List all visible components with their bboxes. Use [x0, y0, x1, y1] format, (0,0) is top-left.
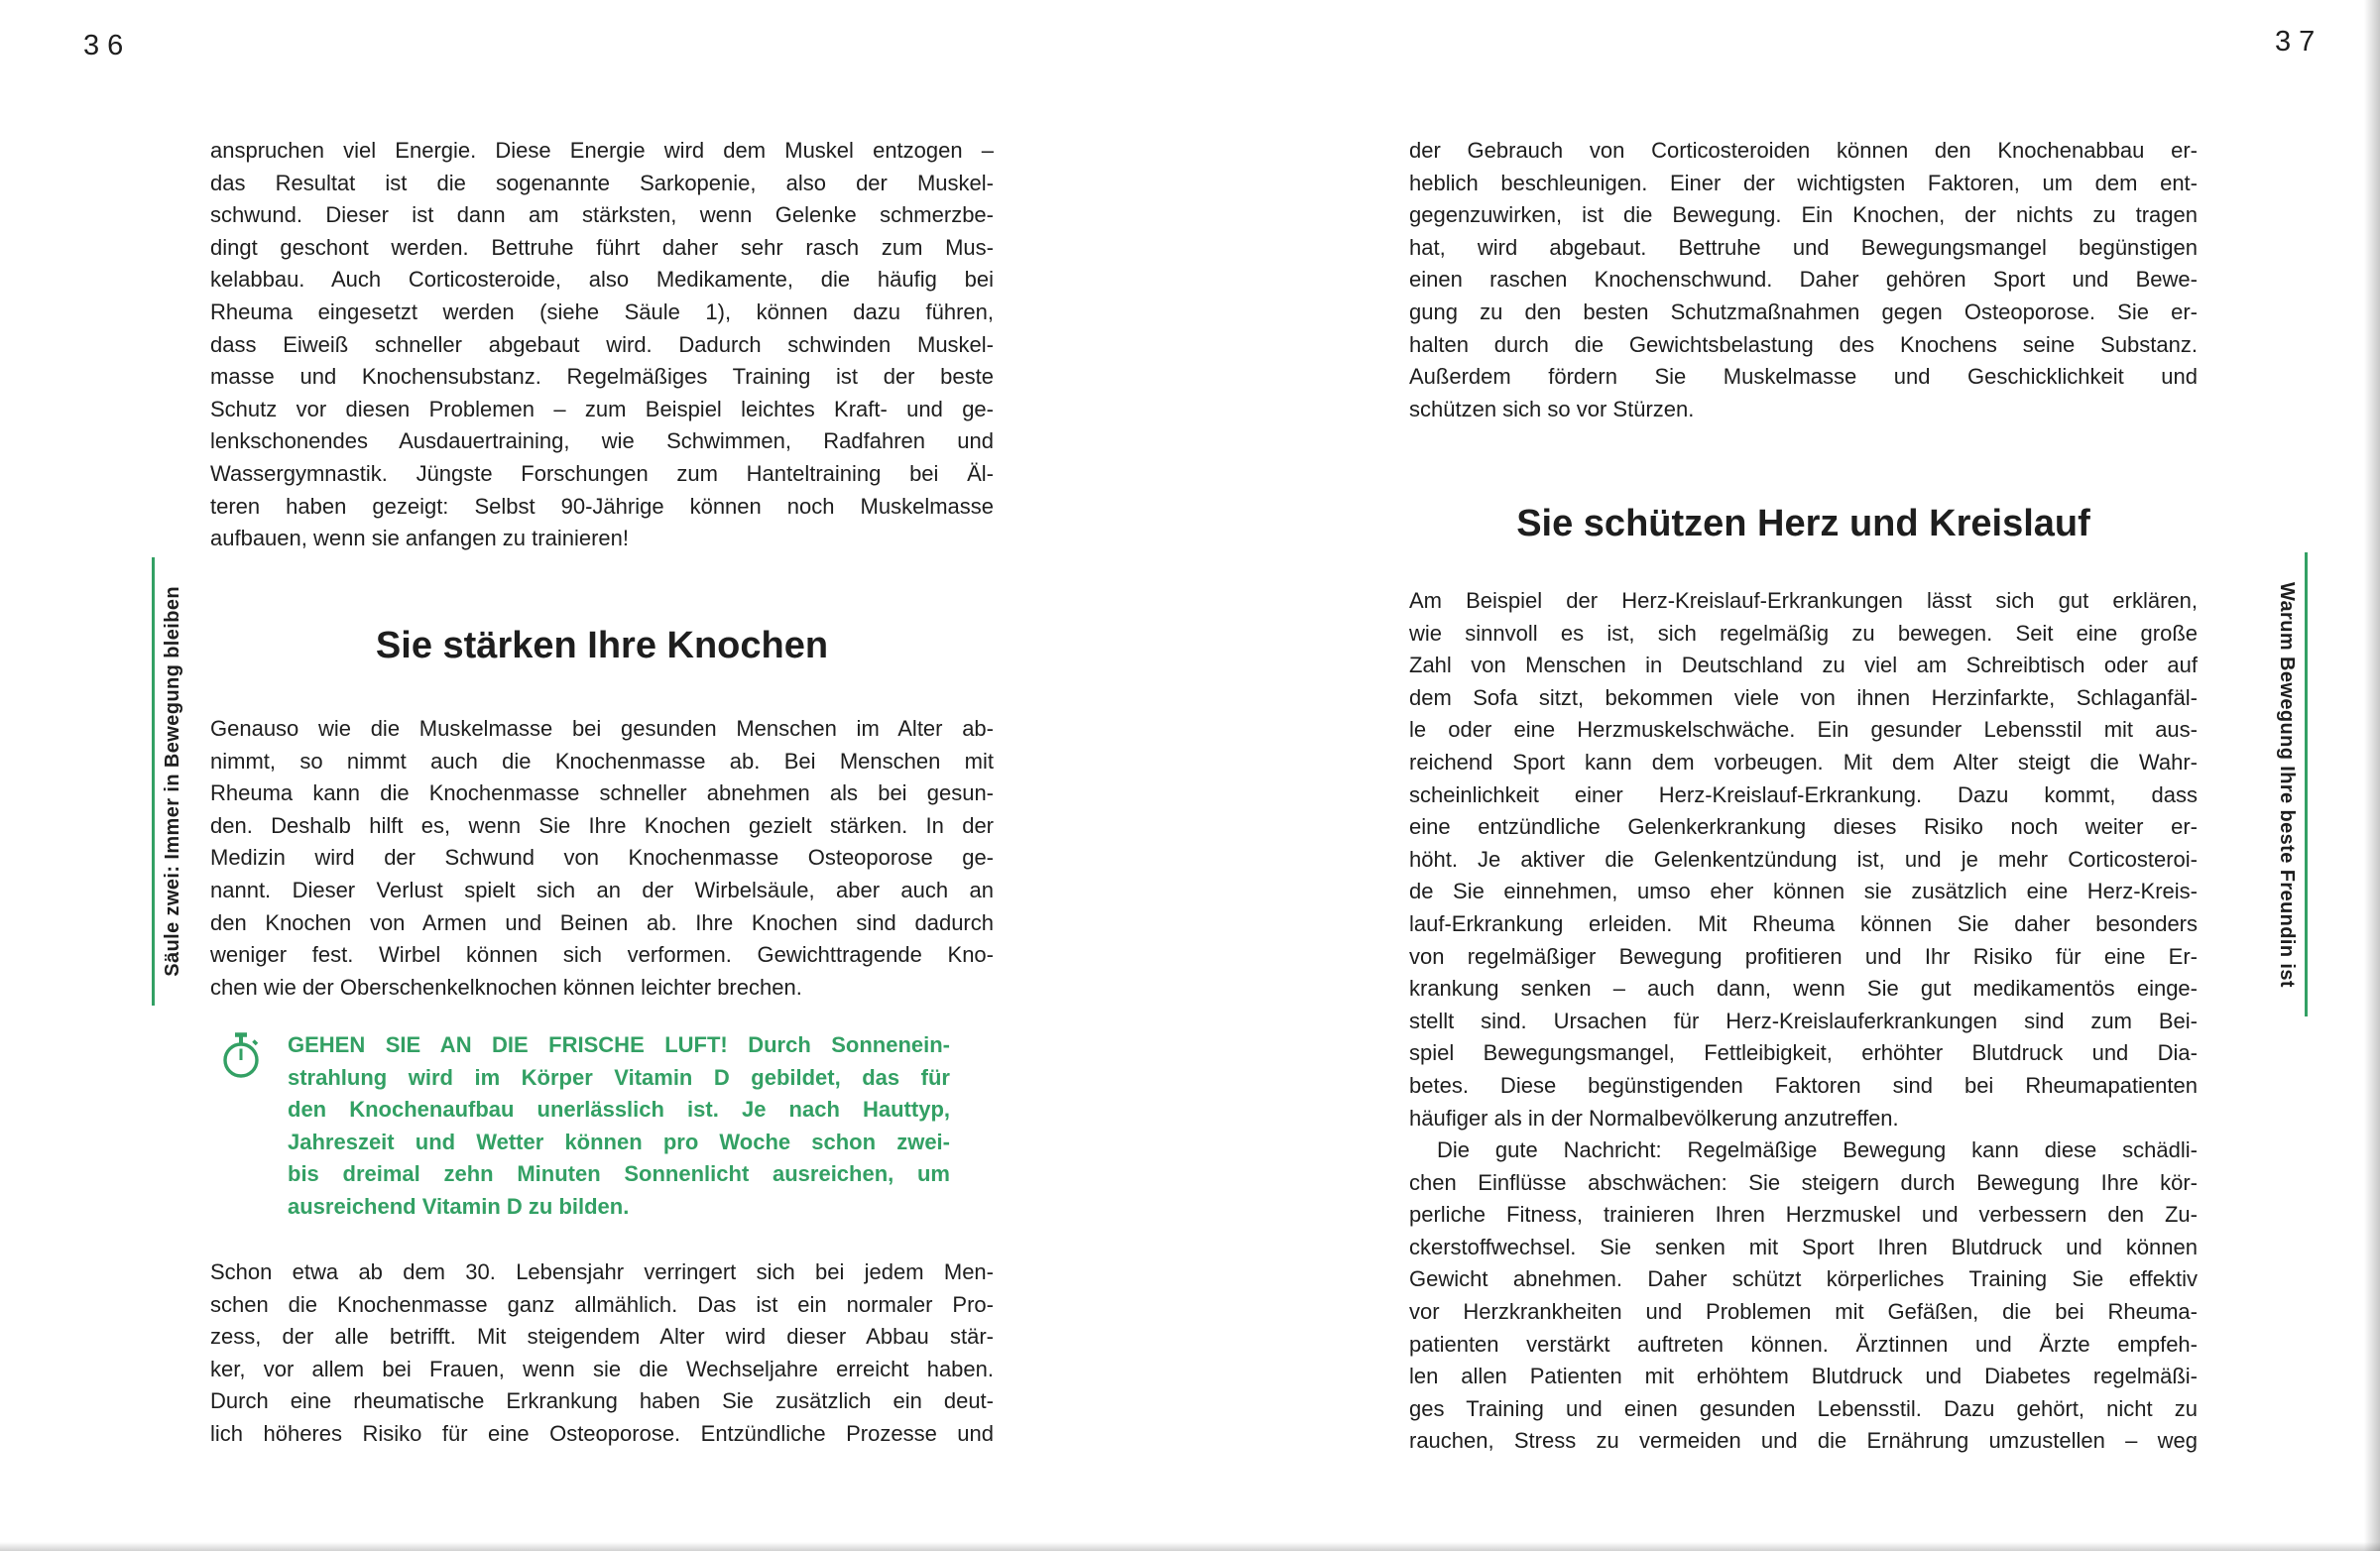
text-line: schen die Knochenmasse ganz allmählich. Das ist ein normaler Pro- [210, 1291, 994, 1317]
text-line: zess, der alle betrifft. Mit steigendem Alter wird dieser Abbau stär- [210, 1324, 994, 1350]
text-line: gung zu den besten Schutzmaßnahmen gegen Osteoporose. Sie er- [1409, 298, 2198, 324]
text-line: ker, vor allem bei Frauen, wenn sie die Wechseljahre erreicht haben. [210, 1356, 994, 1381]
body-paragraph [1409, 585, 2198, 1134]
text-line: den Knochenaufbau unerlässlich ist. Je nach Hauttyp, [288, 1097, 950, 1123]
text-line: schwund. Dieser ist dann am stärksten, wenn Gelenke schmerzbe- [210, 202, 994, 228]
text-line: wie sinnvoll es ist, sich regelmäßig zu bewegen. Seit eine große [1409, 620, 2198, 646]
text-line: teren haben gezeigt: Selbst 90-Jährige können noch Muskelmasse [210, 493, 994, 519]
section-heading: Sie stärken Ihre Knochen [375, 625, 829, 666]
text-line: bis dreimal zehn Minuten Sonnenlicht ausreichen, um [288, 1161, 950, 1187]
text-line: häufiger als in der Normalbevölkerung anzutreffen. [1409, 1105, 1899, 1131]
text-line: aufbauen, wenn sie anfangen zu trainieren! [210, 526, 629, 551]
text-line: de Sie einnehmen, umso eher können sie zusätzlich eine Herz-Kreis- [1409, 879, 2198, 904]
text-line: dingt geschont werden. Bettruhe führt daher sehr rasch zum Mus- [210, 234, 994, 260]
text-line: halten durch die Gewichtsbelastung des Knochens seine Substanz. [1409, 331, 2198, 357]
text-line: Zahl von Menschen in Deutschland zu viel am Schreibtisch oder auf [1409, 653, 2198, 678]
text-line: ckerstoffwechsel. Sie senken mit Sport Ihren Blutdruck und können [1409, 1234, 2198, 1259]
text-line: rauchen, Stress zu vermeiden und die Ernährung umzustellen – weg [1409, 1428, 2198, 1454]
chapter-rule-right [2305, 552, 2308, 1016]
text-line: das Resultat ist die sogenannte Sarkopenie, also der Muskel- [210, 170, 994, 195]
text-line: le oder eine Herzmuskelschwäche. Ein gesunder Lebensstil mit aus- [1409, 717, 2198, 743]
page-number-left: 36 [83, 30, 132, 61]
text-line: Außerdem fördern Sie Muskelmasse und Geschicklichkeit und [1409, 364, 2198, 390]
body-paragraph [1409, 1134, 2198, 1458]
text-line: eine entzündliche Gelenkerkrankung dieses Risiko noch weiter er- [1409, 814, 2198, 840]
text-line: dem Sofa sitzt, bekommen viele von ihnen Herzinfarkte, Schlaganfäl- [1409, 684, 2198, 710]
text-line: gegenzuwirken, ist die Bewegung. Ein Knochen, der nichts zu tragen [1409, 202, 2198, 228]
text-line: Die gute Nachricht: Regelmäßige Bewegung kann diese schädli- [1437, 1137, 2198, 1162]
text-line: patienten verstärkt auftreten können. Ärztinnen und Ärzte empfeh- [1409, 1331, 2198, 1357]
text-line: Rheuma eingesetzt werden (siehe Säule 1), können dazu führen, [210, 298, 994, 324]
page-number-right: 37 [2275, 26, 2323, 58]
text-line: Am Beispiel der Herz-Kreislauf-Erkrankungen lässt sich gut erklären, [1409, 588, 2198, 613]
text-line: lich höheres Risiko für eine Osteoporose. Entzündliche Prozesse und [210, 1420, 994, 1446]
text-line: dass Eiweiß schneller abgebaut wird. Dadurch schwinden Muskel- [210, 331, 994, 357]
text-line: Gewicht abnehmen. Daher schützt körperliches Training Sie effektiv [1409, 1266, 2198, 1292]
text-line: weniger fest. Wirbel können sich verformen. Gewichttragende Kno- [210, 942, 994, 968]
text-line: Durch eine rheumatische Erkrankung haben Sie zusätzlich ein deut- [210, 1388, 994, 1414]
text-line: vor Herzkrankheiten und Problemen mit Gefäßen, die bei Rheuma- [1409, 1298, 2198, 1324]
text-line: masse und Knochensubstanz. Regelmäßiges Training ist der beste [210, 364, 994, 390]
text-line: ausreichend Vitamin D zu bilden. [288, 1193, 630, 1219]
text-line: von regelmäßiger Bewegung profitieren und Ihr Risiko für eine Er- [1409, 943, 2198, 969]
text-line: betes. Diese begünstigenden Faktoren sind bei Rheumapatienten [1409, 1072, 2198, 1098]
chapter-tab-right [2275, 552, 2308, 1016]
chapter-label-right: Warum Bewegung Ihre beste Freundin ist [2276, 581, 2298, 988]
text-line: nannt. Dieser Verlust spielt sich an der Wirbelsäule, aber auch an [210, 877, 994, 902]
text-line: nimmt, so nimmt auch die Knochenmasse ab. Bei Menschen mit [210, 748, 994, 774]
text-line: spiel Bewegungsmangel, Fettleibigkeit, erhöhter Blutdruck und Dia- [1409, 1040, 2198, 1066]
text-line: GEHEN SIE AN DIE FRISCHE LUFT! Durch Sonnenein- [288, 1032, 950, 1057]
text-line: chen Einflüsse abschwächen: Sie steigern durch Bewegung Ihre kör- [1409, 1169, 2198, 1195]
text-line: der Gebrauch von Corticosteroiden können den Knochenabbau er- [1409, 138, 2198, 163]
text-line: ges Training und einen gesunden Lebensstil. Dazu gehört, nicht zu [1409, 1395, 2198, 1421]
text-line: heblich beschleunigen. Einer der wichtigsten Faktoren, um dem ent- [1409, 170, 2198, 195]
text-line: Genauso wie die Muskelmasse bei gesunden Menschen im Alter ab- [210, 716, 994, 741]
text-line: len allen Patienten mit erhöhtem Blutdruck und Diabetes regelmäßi- [1409, 1364, 2198, 1389]
text-line: krankung senken – auch dann, wenn Sie gut medikamentös einge- [1409, 976, 2198, 1002]
text-line: strahlung wird im Körper Vitamin D gebildet, das für [288, 1064, 950, 1090]
text-line: scheinlichkeit einer Herz-Kreislauf-Erkrankung. Dazu kommt, dass [1409, 781, 2198, 807]
text-line: Medizin wird der Schwund von Knochenmasse Osteoporose ge- [210, 845, 994, 871]
text-line: hat, wird abgebaut. Bettruhe und Bewegungsmangel begünstigen [1409, 234, 2198, 260]
text-line: perliche Fitness, trainieren Ihren Herzmuskel und verbessern den Zu- [1409, 1202, 2198, 1228]
text-line: den Knochen von Armen und Beinen ab. Ihre Knochen sind dadurch [210, 909, 994, 935]
text-line: reichend Sport kann dem vorbeugen. Mit dem Alter steigt die Wahr- [1409, 749, 2198, 775]
text-line: chen wie der Oberschenkelknochen können leichter brechen. [210, 974, 802, 1000]
text-line: anspruchen viel Energie. Diese Energie wird dem Muskel entzogen – [210, 138, 994, 163]
text-line: einen raschen Knochenschwund. Daher gehören Sport und Bewe- [1409, 267, 2198, 293]
section-heading: Sie schützen Herz und Kreislauf [1516, 503, 2090, 544]
body-paragraph [1409, 135, 2198, 425]
text-line: Jahreszeit und Wetter können pro Woche schon zwei- [288, 1129, 950, 1154]
text-line: Schon etwa ab dem 30. Lebensjahr verringert sich bei jedem Men- [210, 1259, 994, 1284]
text-line: den. Deshalb hilft es, wenn Sie Ihre Knochen gezielt stärken. In der [210, 812, 994, 838]
text-line: kelabbau. Auch Corticosteroide, also Medikamente, die häufig bei [210, 267, 994, 293]
text-line: lauf-Erkrankung erleiden. Mit Rheuma können Sie daher besonders [1409, 910, 2198, 936]
text-line: stellt sind. Ursachen für Herz-Kreislauferkrankungen sind zum Bei- [1409, 1008, 2198, 1033]
text-line: Wassergymnastik. Jüngste Forschungen zum Hanteltraining bei Äl- [210, 460, 994, 486]
text-line: schützen sich so vor Stürzen. [1409, 396, 1695, 421]
text-line: lenkschonendes Ausdauertraining, wie Schwimmen, Radfahren und [210, 428, 994, 454]
text-line: Rheuma kann die Knochenmasse schneller abnehmen als bei gesun- [210, 780, 994, 806]
text-line: Schutz vor diesen Problemen – zum Beispiel leichtes Kraft- und ge- [210, 396, 994, 421]
chapter-label-left: Säule zwei: Immer in Bewegung bleiben [162, 586, 183, 977]
text-line: höht. Je aktiver die Gelenkentzündung ist, und je mehr Corticosteroi- [1409, 846, 2198, 872]
